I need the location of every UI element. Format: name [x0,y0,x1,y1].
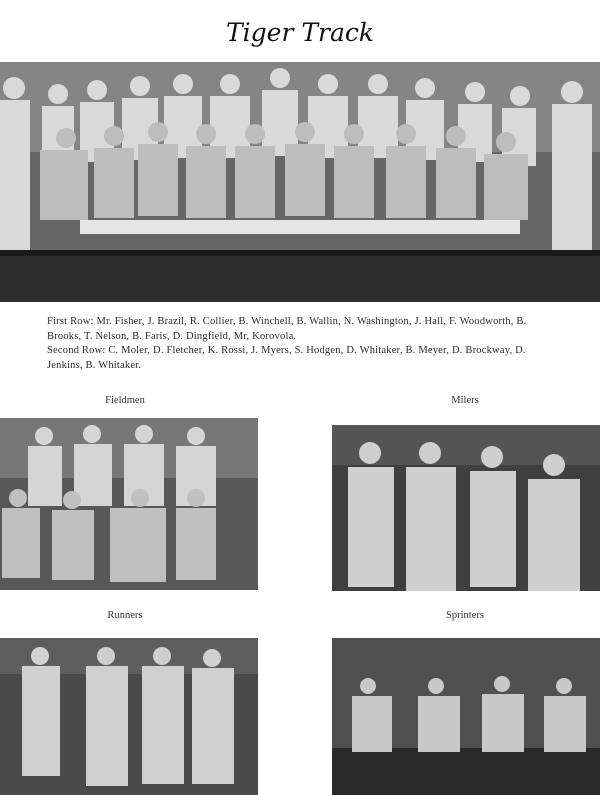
team-photo-caption [47,315,547,373]
label-milers: Milers [451,395,479,406]
label-fieldmen: Fieldmen [105,395,145,406]
caption-first-row: First Row: Mr. Fisher, J. Brazil, R. Collier, B. Winchell, B. Wallin, N. Washington, J. Hall, F. Woodworth, B. Brooks, T. Nelson, B. Faris, D. Dingfield, Mr, Korovola. [47,316,527,342]
milers-photo-image [332,425,600,591]
fieldmen-photo [0,418,258,590]
sprinters-photo [332,638,600,795]
page-title: Tiger Track [225,18,375,47]
team-photo [0,62,600,302]
fieldmen-photo-image [0,418,258,590]
label-sprinters: Sprinters [446,610,484,621]
sprinters-photo-image [332,638,600,795]
milers-photo [332,425,600,591]
runners-photo-image [0,638,258,795]
team-photo-image [0,62,600,302]
runners-photo [0,638,258,795]
caption-second-row: Second Row: C. Moler, D. Fletcher, K. Rossi, J. Myers, S. Hodgen, D. Whitaker, B. Meyer, D. Brockway, D. Jenkins, B. Whitaker. [47,345,526,371]
label-runners: Runners [107,610,143,621]
